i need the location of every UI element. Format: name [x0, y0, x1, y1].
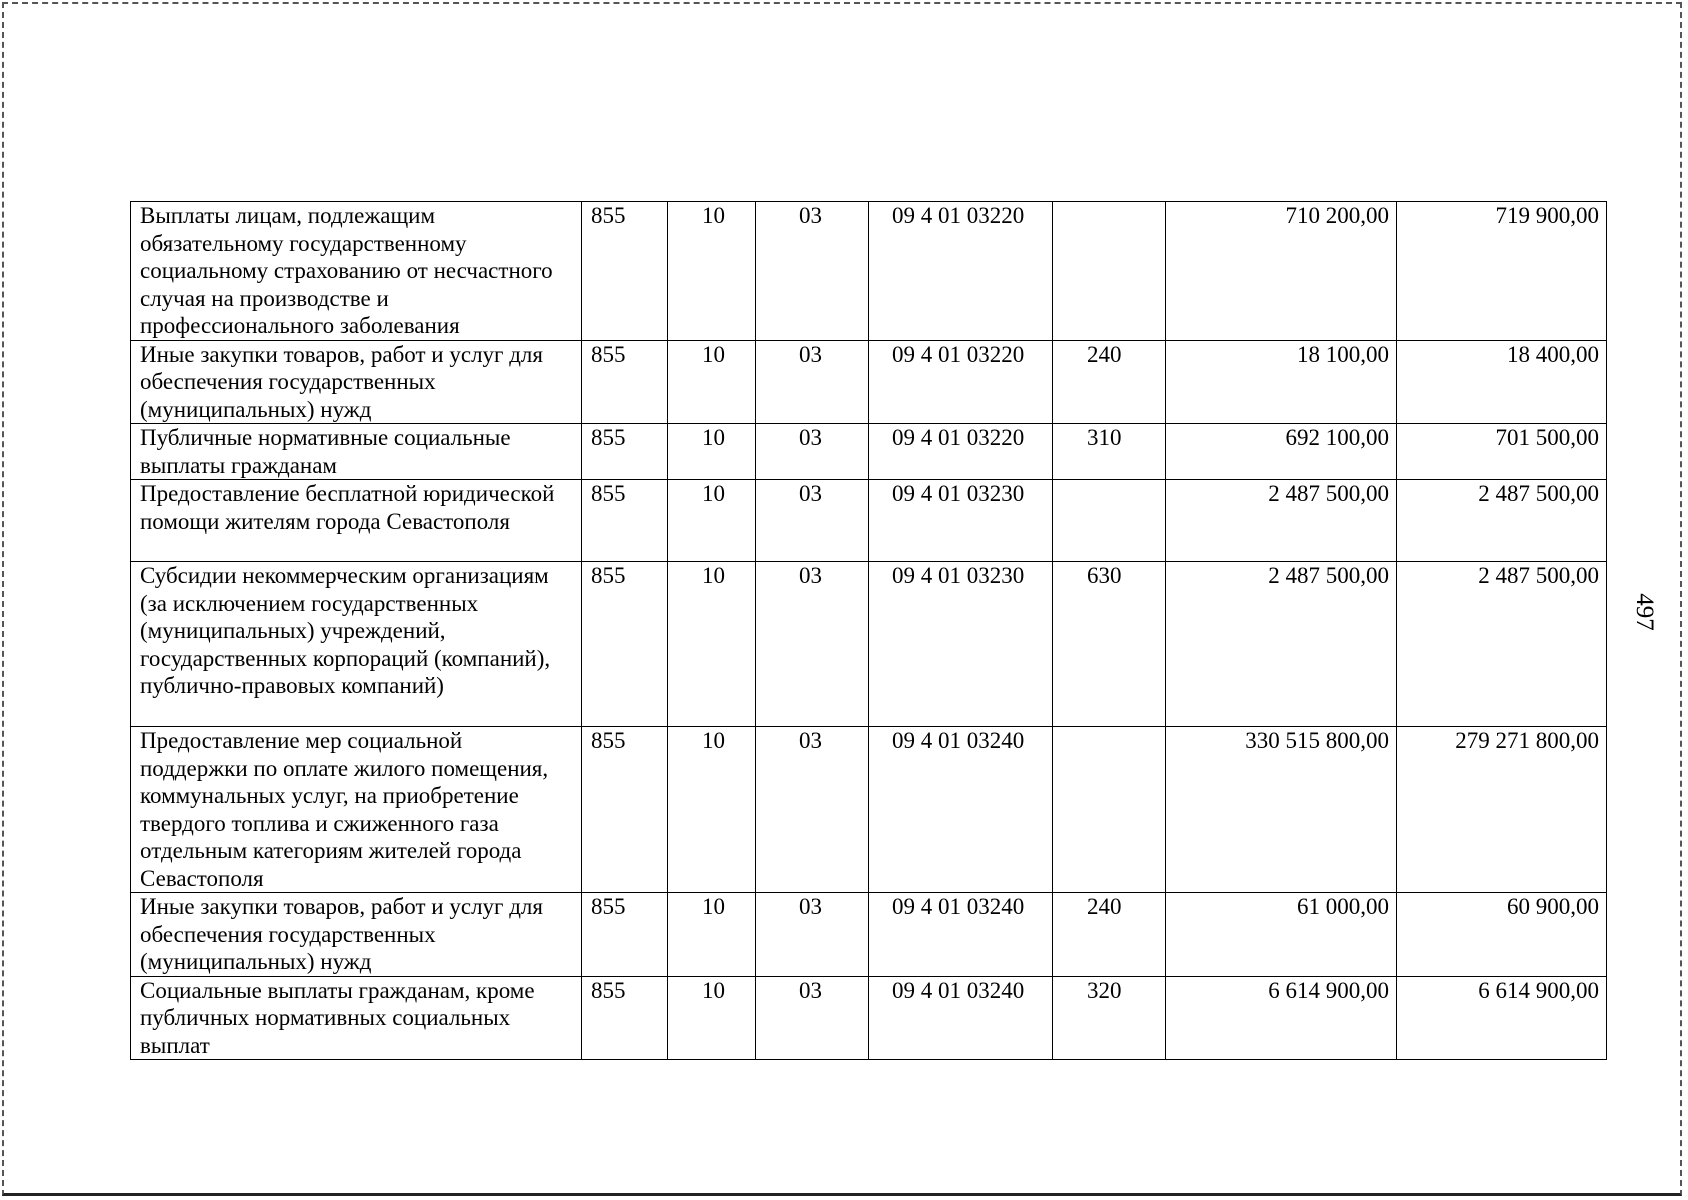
table-row: [131, 340, 1607, 424]
table-row: [131, 424, 1607, 480]
expense-type-cell: 320: [1053, 976, 1166, 1060]
expense-type-cell: 630: [1053, 562, 1166, 727]
amount-year2-cell: 279 271 800,00: [1397, 727, 1607, 893]
podrazdel-cell: 03: [756, 202, 869, 341]
razdel-cell: 10: [668, 424, 756, 480]
row-name-cell: Публичные нормативные социальные выплаты гражданам: [131, 424, 582, 480]
table-row: [131, 976, 1607, 1060]
podrazdel-cell: 03: [756, 893, 869, 977]
target-article-cell: 09 4 01 03220: [869, 424, 1053, 480]
podrazdel-cell: 03: [756, 480, 869, 562]
ved-code-cell: 855: [582, 424, 668, 480]
row-name-cell: Социальные выплаты гражданам, кроме публичных нормативных социальных выплат: [131, 976, 582, 1060]
budget-table: [130, 201, 1607, 1060]
amount-year2-cell: 6 614 900,00: [1397, 976, 1607, 1060]
podrazdel-cell: 03: [756, 727, 869, 893]
row-name-cell: Иные закупки товаров, работ и услуг для обеспечения государственных (муниципальных) нужд: [131, 340, 582, 424]
amount-year1-cell: 6 614 900,00: [1166, 976, 1397, 1060]
row-name-cell: Иные закупки товаров, работ и услуг для обеспечения государственных (муниципальных) нужд: [131, 893, 582, 977]
podrazdel-cell: 03: [756, 340, 869, 424]
amount-year1-cell: 61 000,00: [1166, 893, 1397, 977]
razdel-cell: 10: [668, 202, 756, 341]
table-row: [131, 727, 1607, 893]
amount-year2-cell: 701 500,00: [1397, 424, 1607, 480]
target-article-cell: 09 4 01 03240: [869, 976, 1053, 1060]
expense-type-cell: 310: [1053, 424, 1166, 480]
page-number: 497: [1631, 593, 1658, 631]
razdel-cell: 10: [668, 562, 756, 727]
amount-year2-cell: 18 400,00: [1397, 340, 1607, 424]
ved-code-cell: 855: [582, 893, 668, 977]
target-article-cell: 09 4 01 03220: [869, 340, 1053, 424]
row-name-cell: Выплаты лицам, подлежащим обязательному государственному социальному страхованию от несчастного случая на производстве и профессионального заболевания: [131, 202, 582, 341]
podrazdel-cell: 03: [756, 424, 869, 480]
target-article-cell: 09 4 01 03240: [869, 727, 1053, 893]
ved-code-cell: 855: [582, 340, 668, 424]
row-name-cell: Субсидии некоммерческим организациям (за исключением государственных (муниципальных) учреждений, государственных корпораций (компаний), публично-правовых компаний): [131, 562, 582, 727]
target-article-cell: 09 4 01 03220: [869, 202, 1053, 341]
target-article-cell: 09 4 01 03230: [869, 480, 1053, 562]
amount-year2-cell: 719 900,00: [1397, 202, 1607, 341]
amount-year1-cell: 2 487 500,00: [1166, 562, 1397, 727]
razdel-cell: 10: [668, 976, 756, 1060]
razdel-cell: 10: [668, 727, 756, 893]
row-name-cell: Предоставление бесплатной юридической помощи жителям города Севастополя: [131, 480, 582, 562]
ved-code-cell: 855: [582, 562, 668, 727]
target-article-cell: 09 4 01 03240: [869, 893, 1053, 977]
amount-year2-cell: 2 487 500,00: [1397, 562, 1607, 727]
table-row: [131, 202, 1607, 341]
table-row: [131, 562, 1607, 727]
ved-code-cell: 855: [582, 202, 668, 341]
amount-year1-cell: 710 200,00: [1166, 202, 1397, 341]
row-name-cell: Предоставление мер социальной поддержки по оплате жилого помещения, коммунальных услуг, на приобретение твердого топлива и сжиженного газа отдельным категориям жителей города Севастополя: [131, 727, 582, 893]
amount-year1-cell: 18 100,00: [1166, 340, 1397, 424]
table-row: [131, 480, 1607, 562]
amount-year2-cell: 60 900,00: [1397, 893, 1607, 977]
razdel-cell: 10: [668, 340, 756, 424]
table-row: [131, 893, 1607, 977]
razdel-cell: 10: [668, 893, 756, 977]
ved-code-cell: 855: [582, 727, 668, 893]
ved-code-cell: 855: [582, 480, 668, 562]
podrazdel-cell: 03: [756, 976, 869, 1060]
amount-year1-cell: 330 515 800,00: [1166, 727, 1397, 893]
podrazdel-cell: 03: [756, 562, 869, 727]
expense-type-cell: [1053, 202, 1166, 341]
target-article-cell: 09 4 01 03230: [869, 562, 1053, 727]
expense-type-cell: [1053, 727, 1166, 893]
amount-year1-cell: 692 100,00: [1166, 424, 1397, 480]
table-body: [131, 202, 1607, 1060]
ved-code-cell: 855: [582, 976, 668, 1060]
razdel-cell: 10: [668, 480, 756, 562]
expense-type-cell: 240: [1053, 340, 1166, 424]
amount-year1-cell: 2 487 500,00: [1166, 480, 1397, 562]
expense-type-cell: 240: [1053, 893, 1166, 977]
expense-type-cell: [1053, 480, 1166, 562]
amount-year2-cell: 2 487 500,00: [1397, 480, 1607, 562]
